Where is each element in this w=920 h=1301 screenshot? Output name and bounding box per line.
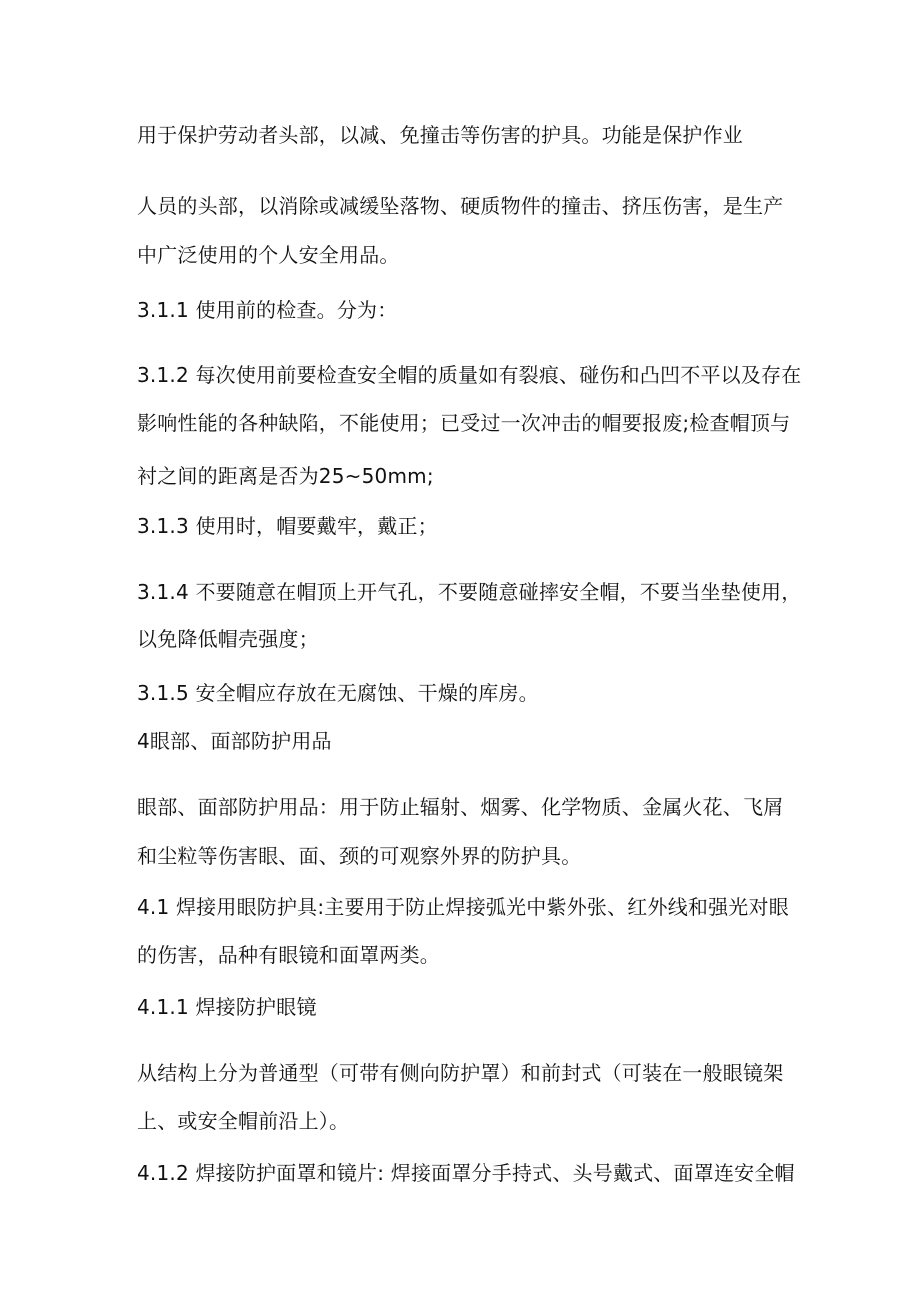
text-line: 影响性能的各种缺陷，不能使用；已受过一次冲击的帽要报废;检查帽顶与 [137, 411, 791, 435]
text-line: 人员的头部，以消除或减缓坠落物、硬质物件的撞击、挤压伤害，是生产 [137, 194, 784, 218]
text-line: 中广泛使用的个人安全用品。 [137, 243, 400, 267]
text-line: 眼部、面部防护用品：用于防止辐射、烟雾、化学物质、金属火花、飞屑 [137, 795, 784, 819]
text-line: 用于保护劳动者头部，以减、免撞击等伤害的护具。功能是保护作业 [137, 123, 743, 147]
text-line: 3.1.2 每次使用前要检查安全帽的质量如有裂痕、碰伤和凸凹不平以及存在 [137, 363, 802, 387]
text-line: 和尘粒等伤害眼、面、颈的可观察外界的防护具。 [137, 844, 582, 868]
section-heading: 4.1.1 焊接防护眼镜 [137, 995, 317, 1019]
section-heading: 3.1.1 使用前的检查。分为： [137, 298, 398, 322]
text-line: 从结构上分为普通型（可带有侧向防护罩）和前封式（可装在一般眼镜架 [137, 1061, 784, 1085]
section-heading: 4眼部、面部防护用品 [137, 729, 332, 753]
text-line: 3.1.4 不要随意在帽顶上开气孔，不要随意碰摔安全帽，不要当坐垫使用， [137, 580, 802, 604]
text-line: 4.1 焊接用眼防护具:主要用于防止焊接弧光中紫外张、红外线和强光对眼 [137, 895, 789, 919]
text-line: 3.1.5 安全帽应存放在无腐蚀、干燥的库房。 [137, 681, 539, 705]
text-line: 上、或安全帽前沿上）。 [137, 1109, 350, 1133]
text-line: 衬之间的距离是否为25~50mm; [137, 464, 434, 488]
text-line: 以免降低帽壳强度； [137, 627, 319, 651]
text-line: 3.1.3 使用时，帽要戴牢，戴正； [137, 514, 438, 538]
text-line: 4.1.2 焊接防护面罩和镜片: 焊接面罩分手持式、头号戴式、面罩连安全帽 [137, 1161, 795, 1185]
text-line: 的伤害，品种有眼镜和面罩两类。 [137, 943, 440, 967]
